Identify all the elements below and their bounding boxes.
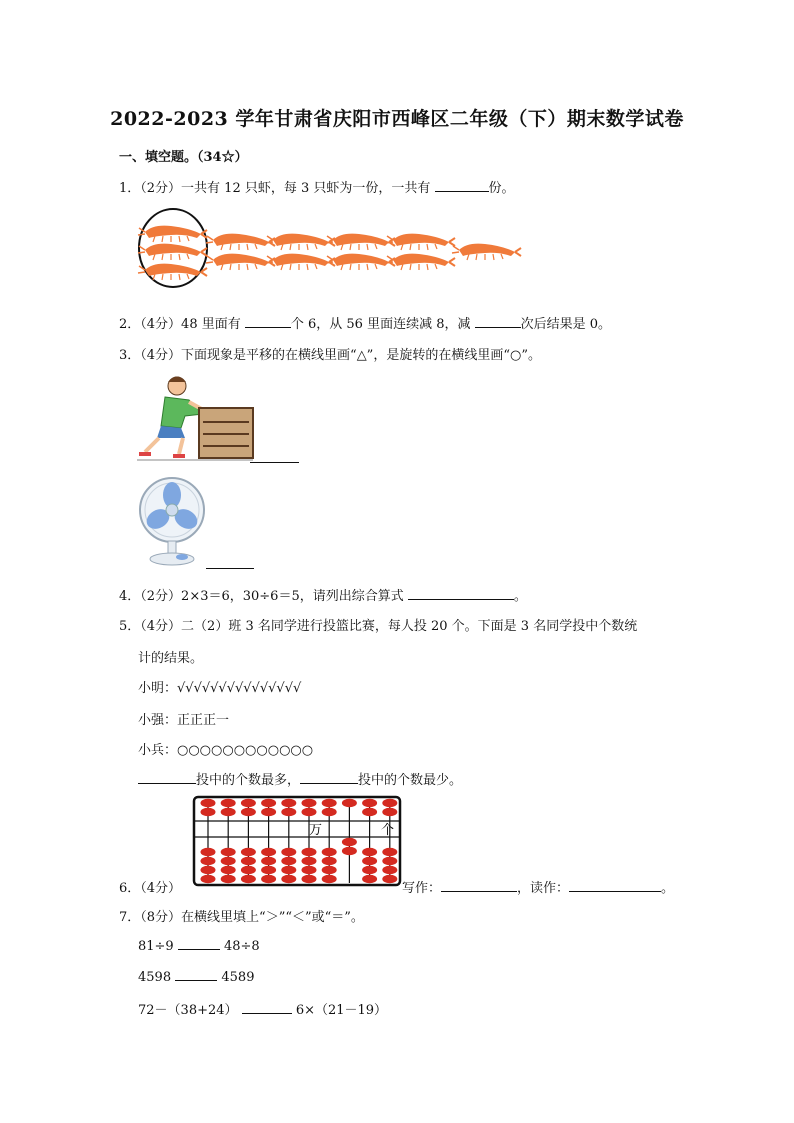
shrimp-icon (326, 254, 395, 270)
abacus-bead (221, 848, 236, 856)
abacus-bead (362, 866, 377, 874)
electric-fan-image (139, 477, 211, 567)
abacus-bead (382, 848, 397, 856)
abacus-bead (322, 848, 337, 856)
boy-pushing-box-image (137, 372, 257, 462)
question-1-text: 1．（2分）一共有 12 只虾，每 3 只虾为一份，一共有 (119, 181, 431, 196)
xiaoming-tally: 小明：√√√√√√√√√√√√√√√ (138, 681, 302, 696)
compare-left: 4598 (138, 970, 172, 985)
compare-right: 48÷8 (224, 939, 260, 954)
shrimp-icon (266, 234, 335, 250)
shrimp-illustration (137, 208, 537, 288)
shrimp-icon (138, 264, 207, 280)
compare-row-1 (138, 937, 260, 954)
abacus-bead (261, 808, 276, 816)
compare-right: 6×（21－19） (295, 1003, 388, 1018)
abacus-bead (261, 866, 276, 874)
abacus-bead (261, 857, 276, 865)
abacus-bead (201, 857, 216, 865)
answer-end: 投中的个数最少。 (358, 773, 463, 788)
abacus-bead (281, 857, 296, 865)
question-1-suffix: 份。 (488, 181, 515, 196)
compare-right: 4589 (221, 970, 255, 985)
abacus-bead (302, 875, 317, 883)
abacus-bead (221, 857, 236, 865)
answer-blank[interactable] (435, 179, 489, 192)
abacus-bead (221, 799, 236, 807)
abacus-bead (221, 808, 236, 816)
abacus-bead (342, 799, 357, 807)
abacus-bead (322, 808, 337, 816)
abacus-bead (241, 866, 256, 874)
abacus-bead (281, 866, 296, 874)
question-6-answer (402, 877, 674, 896)
question-2 (119, 313, 611, 332)
abacus-bead (302, 857, 317, 865)
shrimp-icon (138, 244, 207, 260)
abacus-bead (382, 857, 397, 865)
abacus-bead (322, 857, 337, 865)
question-2-part2: 个 6，从 56 里面连续减 8，减 (290, 317, 471, 332)
answer-mid: 投中的个数最多， (196, 773, 301, 788)
read-label: ，读作： (517, 881, 570, 896)
question-6-prefix: 6．（4分） (119, 881, 182, 896)
shrimp-icon (386, 254, 455, 270)
abacus-bead (362, 857, 377, 865)
abacus-bead (382, 799, 397, 807)
abacus-label-wan: 万 (309, 823, 323, 838)
abacus-bead (302, 808, 317, 816)
abacus-bead (201, 799, 216, 807)
abacus-bead (281, 808, 296, 816)
answer-blank[interactable] (475, 315, 521, 328)
shrimp-icon (386, 234, 455, 250)
answer-blank[interactable] (245, 315, 291, 328)
question-7-text: 7．（8分）在横线里填上“＞”“＜”或“＝”。 (119, 910, 364, 925)
abacus-bead (201, 848, 216, 856)
abacus-bead (322, 799, 337, 807)
answer-blank[interactable] (408, 587, 514, 600)
abacus-bead (281, 848, 296, 856)
question-1 (119, 177, 515, 196)
question-2-part1: 2．（4分）48 里面有 (119, 317, 241, 332)
write-label: 写作： (402, 881, 442, 896)
abacus-bead (342, 847, 357, 855)
abacus-bead (241, 808, 256, 816)
abacus-bead (362, 848, 377, 856)
abacus-bead (201, 875, 216, 883)
abacus-bead (261, 875, 276, 883)
abacus-bead (382, 875, 397, 883)
answer-blank[interactable] (569, 879, 661, 892)
answer-blank[interactable] (178, 937, 220, 950)
abacus-image (192, 795, 402, 887)
abacus-bead (241, 799, 256, 807)
answer-blank[interactable] (175, 968, 217, 981)
abacus-bead (241, 875, 256, 883)
question-4-suffix: 。 (513, 589, 527, 604)
abacus-bead (382, 808, 397, 816)
abacus-label-ge: 个 (381, 823, 395, 838)
compare-row-3 (138, 999, 387, 1018)
answer-blank[interactable] (138, 771, 196, 784)
section-heading: 一、填空题。（34☆） (119, 150, 248, 165)
abacus-bead (281, 799, 296, 807)
abacus-bead (221, 875, 236, 883)
abacus-bead (322, 875, 337, 883)
abacus-bead (201, 808, 216, 816)
abacus-bead (362, 799, 377, 807)
abacus-bead (221, 866, 236, 874)
shrimp-icon (452, 244, 521, 260)
abacus-bead (281, 875, 296, 883)
abacus-bead (362, 808, 377, 816)
xiaoqiang-tally: 小强：正正正一 (138, 713, 230, 728)
shrimp-icon (326, 234, 395, 250)
abacus-bead (382, 866, 397, 874)
question-5-line1: 5．（4分）二（2）班 3 名同学进行投篮比赛，每人投 20 个。下面是 3 名同学投中个数统 (119, 619, 638, 634)
abacus-bead (201, 866, 216, 874)
question-3-text: 3．（4分）下面现象是平移的在横线里画“△”，是旋转的在横线里画“○”。 (119, 348, 541, 363)
abacus-bead (302, 799, 317, 807)
shrimp-icon (138, 226, 207, 242)
abacus-bead (241, 848, 256, 856)
shrimp-icon (206, 254, 275, 270)
abacus-bead (261, 799, 276, 807)
abacus-bead (362, 875, 377, 883)
abacus-bead (241, 857, 256, 865)
answer-line-push[interactable] (250, 462, 299, 463)
answer-blank[interactable] (300, 771, 358, 784)
compare-left: 72－（38+24） (138, 1003, 238, 1018)
shrimp-icon (266, 254, 335, 270)
xiaobing-tally: 小兵：○○○○○○○○○○○○ (138, 743, 314, 758)
shrimp-icon (206, 234, 275, 250)
answer-blank[interactable] (242, 1001, 292, 1014)
abacus-bead (322, 866, 337, 874)
question-2-part3: 次后结果是 0。 (520, 317, 612, 332)
page-title: 2022-2023 学年甘肃省庆阳市西峰区二年级（下）期末数学试卷 (110, 108, 684, 130)
question-6-end: 。 (661, 881, 675, 896)
question-5-line2: 计的结果。 (138, 651, 204, 666)
abacus-bead (342, 838, 357, 846)
question-5-answer (138, 769, 462, 788)
question-4 (119, 585, 527, 604)
abacus-bead (302, 866, 317, 874)
answer-line-fan[interactable] (206, 568, 254, 569)
abacus-bead (261, 848, 276, 856)
abacus-bead (302, 848, 317, 856)
compare-row-2 (138, 968, 254, 985)
question-4-text: 4．（2分）2×3＝6，30÷6＝5，请列出综合算式 (119, 589, 404, 604)
compare-left: 81÷9 (138, 939, 174, 954)
answer-blank[interactable] (441, 879, 517, 892)
